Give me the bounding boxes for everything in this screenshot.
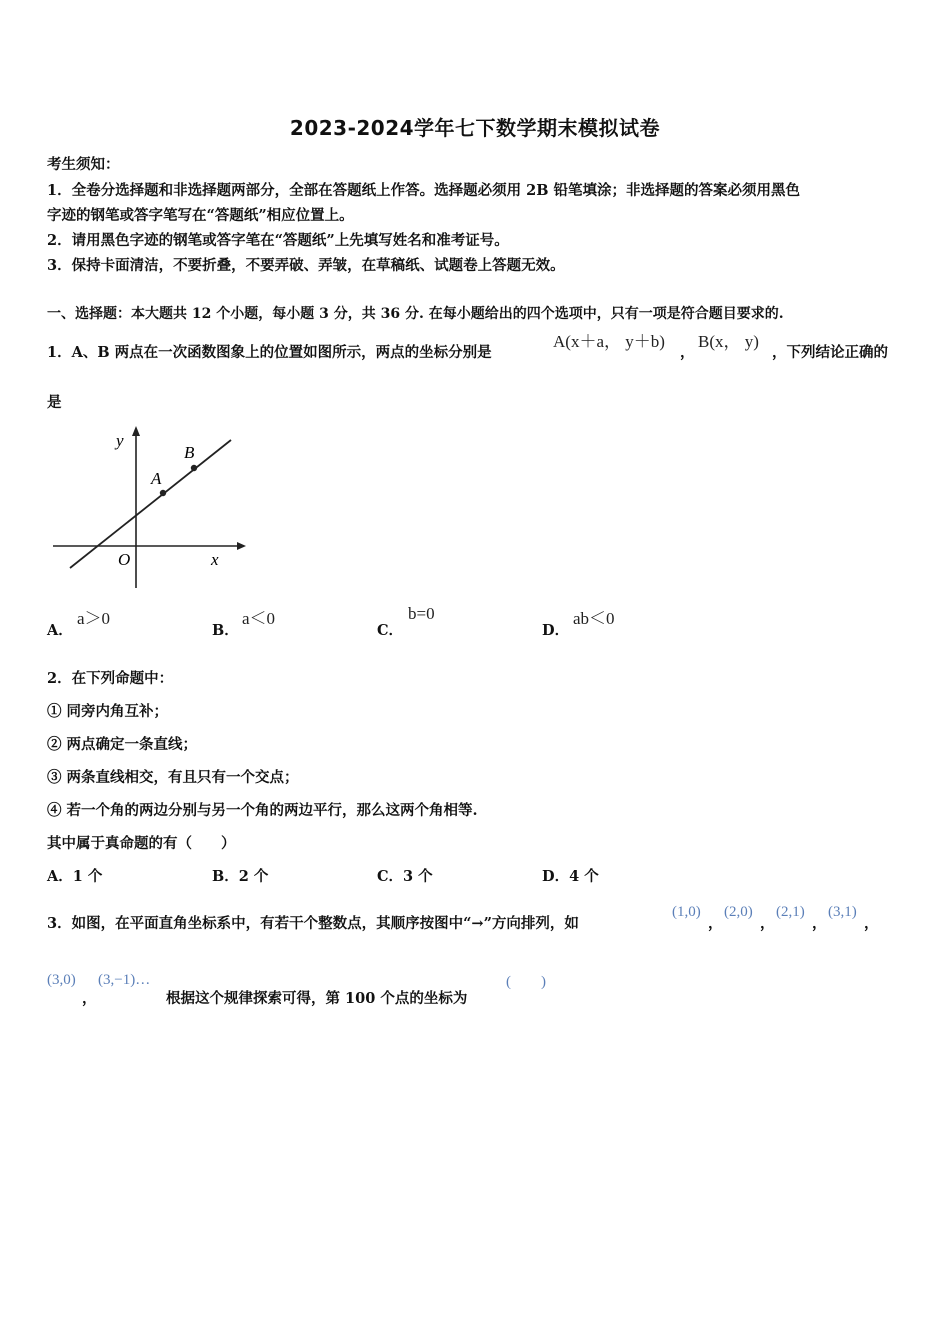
q2-item-1: ① 同旁内角互补； bbox=[47, 703, 169, 720]
q1-stem: 1．A、B 两点在一次函数图象上的位置如图所示，两点的坐标分别是 bbox=[47, 344, 492, 361]
q3-point-2: (2,0) bbox=[724, 904, 753, 920]
q3-sep-3: ， bbox=[812, 915, 827, 932]
y-axis-arrow bbox=[132, 426, 140, 436]
q1-option-d: ab＜0 bbox=[573, 609, 615, 628]
point-a-label: A bbox=[151, 469, 162, 488]
q3-stem-end: 根据这个规律探索可得，第 100 个点的坐标为 bbox=[166, 990, 468, 1007]
q2-option-c: C．3 个 bbox=[377, 868, 433, 885]
q3-point-3: (2,1) bbox=[776, 904, 805, 920]
point-a bbox=[160, 490, 166, 496]
q1-option-d-letter: D． bbox=[542, 622, 570, 639]
q1-point-b: B(x， y) bbox=[698, 332, 759, 351]
x-axis-label: x bbox=[211, 550, 219, 569]
q2-stem: 2．在下列命题中： bbox=[47, 670, 174, 687]
notice-heading: 考生须知： bbox=[47, 156, 120, 173]
q3-point-6: (3,−1)… bbox=[98, 972, 151, 988]
point-b-label: B bbox=[184, 443, 195, 462]
notice-item-1-cont: 字迹的钢笔或答字笔写在“答题纸”相应位置上。 bbox=[47, 207, 354, 224]
q2-option-d: D．4 个 bbox=[542, 868, 599, 885]
q1-option-b: a＜0 bbox=[242, 609, 276, 628]
q1-option-c: b=0 bbox=[408, 604, 435, 623]
q3-sep-1: ， bbox=[708, 915, 723, 932]
q3-point-5: (3,0) bbox=[47, 972, 76, 988]
q1-stem-end: ，下列结论正确的 bbox=[772, 344, 888, 361]
q2-option-b: B．2 个 bbox=[212, 868, 269, 885]
q3-sep-5: ， bbox=[82, 990, 97, 1007]
point-b bbox=[191, 465, 197, 471]
q1-option-a: a＞0 bbox=[77, 609, 111, 628]
x-axis-arrow bbox=[237, 542, 246, 550]
q3-sep-2: ， bbox=[760, 915, 775, 932]
y-axis-label: y bbox=[116, 431, 124, 450]
notice-item-2: 2．请用黑色字迹的钢笔或答字笔在“答题纸”上先填写姓名和准考证号。 bbox=[47, 232, 509, 249]
q3-point-1: (1,0) bbox=[672, 904, 701, 920]
notice-item-1: 1．全卷分选择题和非选择题两部分，全部在答题纸上作答。选择题必须用 2B 铅笔填涂；非选择题的答案必须用黑色 bbox=[47, 182, 801, 199]
q1-option-c-letter: C． bbox=[377, 622, 404, 639]
q1-option-a-letter: A． bbox=[47, 622, 73, 639]
q1-graph bbox=[48, 420, 248, 595]
q2-item-4: ④ 若一个角的两边分别与另一个角的两边平行，那么这两个角相等. bbox=[47, 802, 478, 819]
q2-question: 其中属于真命题的有（ ） bbox=[47, 835, 236, 852]
q1-point-a: A(x＋a， y＋b) bbox=[553, 332, 665, 351]
q1-stem-cont: 是 bbox=[47, 394, 62, 411]
section-heading: 一、选择题：本大题共 12 个小题，每小题 3 分，共 36 分. 在每小题给出的四个选项中，只有一项是符合题目要求的. bbox=[47, 306, 784, 322]
q3-answer-blank: ( ) bbox=[506, 974, 546, 990]
page-title: 2023-2024学年七下数学期末模拟试卷 bbox=[289, 116, 661, 140]
q3-point-4: (3,1) bbox=[828, 904, 857, 920]
function-line bbox=[70, 440, 231, 568]
q2-item-3: ③ 两条直线相交，有且只有一个交点； bbox=[47, 769, 299, 786]
origin-label: O bbox=[118, 550, 131, 569]
q1-comma: ， bbox=[680, 344, 695, 361]
q1-option-b-letter: B． bbox=[212, 622, 239, 639]
q2-option-a: A．1 个 bbox=[47, 868, 103, 885]
q3-sep-4: ， bbox=[864, 915, 879, 932]
q3-stem: 3．如图，在平面直角坐标系中，有若干个整数点，其顺序按图中“→”方向排列，如 bbox=[47, 915, 579, 932]
q2-item-2: ② 两点确定一条直线； bbox=[47, 736, 198, 753]
notice-item-3: 3．保持卡面清洁，不要折叠，不要弄破、弄皱，在草稿纸、试题卷上答题无效。 bbox=[47, 257, 565, 274]
